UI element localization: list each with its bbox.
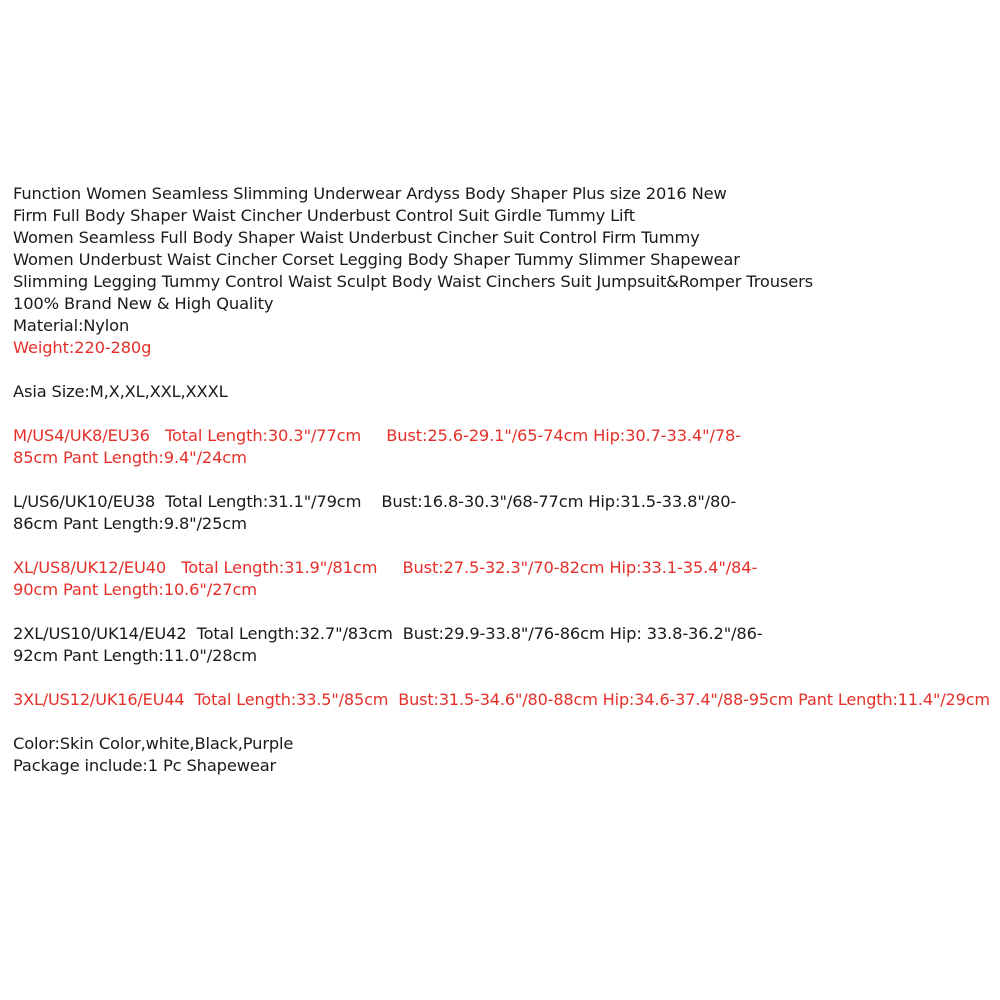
title-line-5: Slimming Legging Tummy Control Waist Sculpt Body Waist Cinchers Suit Jumpsuit&Romper Trousers [13,272,813,291]
size-xl-line-1: XL/US8/UK12/EU40 Total Length:31.9"/81cm Bust:27.5-32.3"/70-82cm Hip:33.1-35.4"/84- [13,558,758,577]
title-line-3: Women Seamless Full Body Shaper Waist Underbust Cincher Suit Control Firm Tummy [13,228,700,247]
title-line-4: Women Underbust Waist Cincher Corset Legging Body Shaper Tummy Slimmer Shapewear [13,250,740,269]
title-line-2: Firm Full Body Shaper Waist Cincher Underbust Control Suit Girdle Tummy Lift [13,206,635,225]
package-line: Package include:1 Pc Shapewear [13,756,277,775]
size-m-line-2: 85cm Pant Length:9.4"/24cm [13,448,247,467]
size-l-line-1: L/US6/UK10/EU38 Total Length:31.1"/79cm Bust:16.8-30.3"/68-77cm Hip:31.5-33.8"/80- [13,492,737,511]
size-2xl-line-2: 92cm Pant Length:11.0"/28cm [13,646,257,665]
spacer [13,403,998,425]
color-line: Color:Skin Color,white,Black,Purple [13,734,294,753]
size-m-line-1: M/US4/UK8/EU36 Total Length:30.3"/77cm Bust:25.6-29.1"/65-74cm Hip:30.7-33.4"/78- [13,426,741,445]
asia-size-line: Asia Size:M,X,XL,XXL,XXXL [13,382,228,401]
product-description [13,183,998,777]
spacer [13,711,998,733]
size-xl-line-2: 90cm Pant Length:10.6"/27cm [13,580,257,599]
material-line: Material:Nylon [13,316,130,335]
spacer [13,469,998,491]
spacer [13,359,998,381]
quality-line: 100% Brand New & High Quality [13,294,274,313]
spacer [13,601,998,623]
size-3xl-line-1: 3XL/US12/UK16/EU44 Total Length:33.5"/85cm Bust:31.5-34.6"/80-88cm Hip:34.6-37.4"/88-95cm Pant Length:11.4"/29cm [13,690,990,709]
size-2xl-line-1: 2XL/US10/UK14/EU42 Total Length:32.7"/83cm Bust:29.9-33.8"/76-86cm Hip: 33.8-36.2"/86- [13,624,763,643]
weight-line: Weight:220-280g [13,338,152,357]
spacer [13,535,998,557]
spacer [13,667,998,689]
size-l-line-2: 86cm Pant Length:9.8"/25cm [13,514,247,533]
title-line-1: Function Women Seamless Slimming Underwear Ardyss Body Shaper Plus size 2016 New [13,184,727,203]
